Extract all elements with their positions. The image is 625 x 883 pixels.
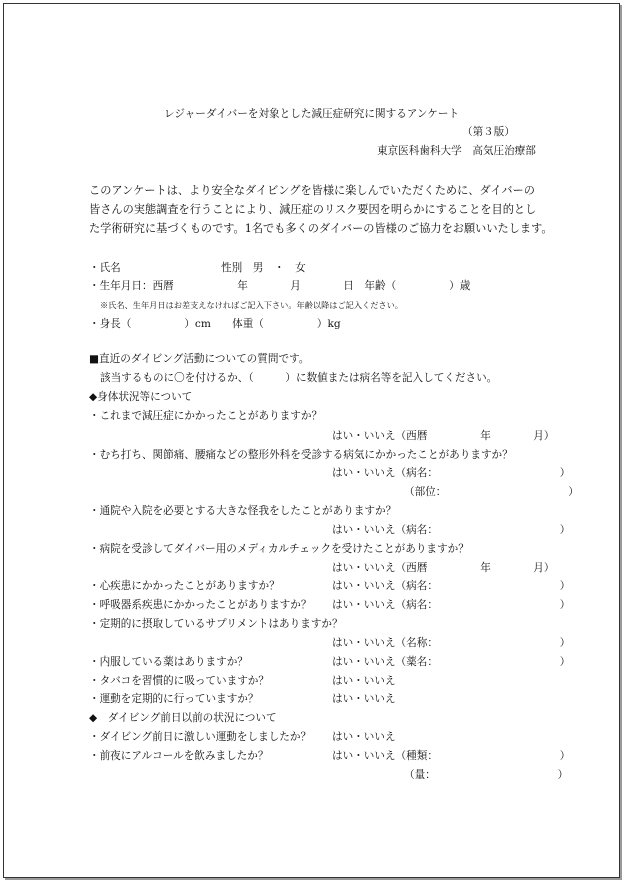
subsection-pre-dive: ◆ ダイビング前日以前の状況について: [89, 712, 277, 724]
question-medication: ・内服している薬はありますか？: [89, 656, 248, 668]
intro-line-2: 皆さんの実態調査を行うことにより、減圧症のリスク要因を明らかにすることを目的とし: [89, 203, 537, 216]
document-title: レジャーダイバーを対象とした減圧症研究に関するアンケート: [164, 108, 460, 120]
answer-supplement: はい・いいえ（名称： ）: [332, 637, 571, 649]
intro-line-1: このアンケートは、より安全なダイビングを皆様に楽しんでいただくために、ダイバーの: [89, 184, 535, 197]
answer-exercise: はい・いいえ: [332, 693, 396, 705]
question-orthopedic: ・むち打ち、関節痛、腰痛などの整形外科を受診する病気にかかったことがありますか？: [89, 449, 513, 461]
answer-orthopedic: はい・いいえ（病名： ）: [332, 467, 571, 479]
intro-line-3: た学術研究に基づくものです。1名でも多くのダイバーの皆様のご協力をお願いいたします。: [89, 222, 553, 235]
answer-heart: はい・いいえ（病名： ）: [332, 580, 571, 592]
name-field-label: ・氏名: [89, 262, 121, 274]
answer-pre-dive-exercise: はい・いいえ: [332, 731, 396, 743]
question-respiratory: ・呼吸器系疾患にかかったことがありますか？: [89, 599, 312, 611]
answer-orthopedic-site: （部位： ）: [404, 486, 579, 498]
question-pre-dive-exercise: ・ダイビング前日に激しい運動をしましたか？: [89, 731, 312, 743]
answer-decompression: はい・いいえ（西暦 年 月）: [332, 430, 555, 442]
answer-medication: はい・いいえ（薬名： ）: [332, 656, 571, 668]
question-smoking: ・タバコを習慣的に吸っていますか？: [89, 675, 269, 687]
section-header: ■直近のダイビング活動についての質問です。: [89, 353, 310, 365]
question-heart: ・心疾患にかかったことがありますか？: [89, 580, 280, 592]
question-supplement: ・定期的に摂取しているサプリメントはありますか？: [89, 618, 343, 630]
privacy-note: ※氏名、生年月日はお差支えなければご記入下さい。年齢以降はご記入ください。: [100, 300, 403, 310]
section-instruction: 該当するものに〇を付けるか、（ ）に数値または病名等を記入してください。: [100, 372, 498, 384]
gender-field-label: 性別 男 ・ 女: [221, 262, 306, 274]
question-alcohol: ・前夜にアルコールを飲みましたか？: [89, 750, 269, 762]
answer-medical-check: はい・いいえ（西暦 年 月）: [332, 562, 555, 574]
question-exercise: ・運動を定期的に行っていますか？: [89, 693, 259, 705]
organization-label: 東京医科歯科大学 高気圧治療部: [377, 145, 536, 157]
answer-alcohol: はい・いいえ（種類： ）: [332, 750, 571, 762]
birthdate-field-label: ・生年月日：西暦 年 月 日 年齢（ ）歳: [89, 280, 471, 292]
answer-smoking: はい・いいえ: [332, 675, 396, 687]
answer-alcohol-amount: （量： ）: [404, 769, 569, 781]
height-weight-field-label: ・身長（ ）cm 体重（ ）kg: [89, 318, 341, 330]
question-injury: ・通院や入院を必要とする大きな怪我をしたことがありますか？: [89, 505, 397, 517]
question-decompression: ・これまで減圧症にかかったことがありますか？: [89, 410, 323, 422]
subsection-physical: ◆身体状況等について: [89, 391, 193, 403]
answer-injury: はい・いいえ（病名： ）: [332, 524, 571, 536]
answer-respiratory: はい・いいえ（病名： ）: [332, 599, 571, 611]
question-medical-check: ・病院を受診してダイバー用のメディカルチェックを受けたことがありますか？: [89, 543, 469, 555]
edition-label: （第３版）: [462, 126, 515, 138]
